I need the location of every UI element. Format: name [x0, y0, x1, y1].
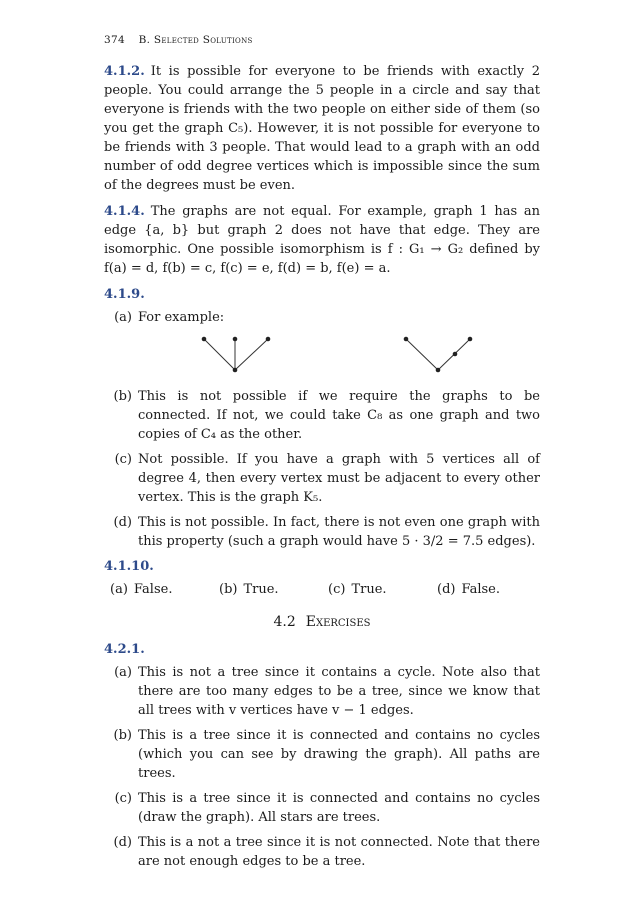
answer-cell — [431, 580, 540, 599]
section-heading — [104, 613, 540, 632]
item-text: This is a tree since it is connected and contains no cycles (which you can see by drawing the graph). All paths are trees. — [138, 728, 540, 781]
list-item — [104, 450, 540, 507]
item-label: (c) — [328, 582, 346, 597]
answer-cell — [213, 580, 322, 599]
item-text: This is not possible. In fact, there is not even one graph with this property (such a graph would have 5 · 3/2 = 7.5 edges). — [138, 515, 540, 549]
item-label: (a) — [114, 665, 132, 680]
solution-4-2-1 — [104, 663, 540, 871]
problem-number: 4.1.2. — [104, 64, 145, 79]
graph-drawings — [104, 333, 540, 377]
item-text: True. — [351, 582, 387, 597]
item-text: Not possible. If you have a graph with 5 vertices all of degree 4, then every vertex must be adjacent to every other vertex. This is the graph K₅. — [138, 452, 540, 505]
item-text: False. — [461, 582, 501, 597]
list-item — [104, 833, 540, 871]
item-label: (b) — [219, 582, 238, 597]
graph-vertex — [453, 352, 458, 357]
path-graph — [404, 337, 473, 373]
running-title: B. Selected Solutions — [138, 34, 253, 46]
item-text: This is a not a tree since it is not connected. Note that there are not enough edges to be a tree. — [138, 835, 540, 869]
page-number: 374 — [104, 34, 125, 46]
item-text: This is not a tree since it contains a cycle. Note also that there are too many edges to be a tree, since we know that all trees with v vertices have v − 1 edges. — [138, 665, 540, 718]
item-text: This is not possible if we require the graphs to be connected. If not, we could take C₈ as one graph and two copies of C₄ as the other. — [138, 389, 540, 442]
list-item — [104, 387, 540, 444]
example-graphs — [104, 333, 540, 383]
graph-vertex — [233, 368, 238, 373]
section-title: Exercises — [305, 614, 371, 630]
item-label: (c) — [114, 452, 132, 467]
item-text: For example: — [138, 310, 225, 325]
solution-text: It is possible for everyone to be friends with exactly 2 people. You could arrange the 5 people in a circle and say that everyone is friends with the two people on either side of them (so you get the graph C₅). However, it is not possible for everyone to be friends with 3 people. That would lead to a graph with an odd number of odd degree vertices which is impossible since the sum of the degrees must be even. — [104, 64, 540, 193]
solutions-content — [104, 62, 540, 877]
item-label: (a) — [110, 582, 128, 597]
solution-4-1-2 — [104, 62, 540, 195]
list-item — [104, 308, 540, 327]
section-number: 4.2 — [273, 614, 296, 630]
item-label: (b) — [113, 389, 132, 404]
item-text: This is a tree since it is connected and contains no cycles (draw the graph). All stars are trees. — [138, 791, 540, 825]
list-item — [104, 513, 540, 551]
item-text: False. — [133, 582, 173, 597]
running-header — [104, 34, 253, 46]
problem-number: 4.1.4. — [104, 204, 145, 219]
graph-vertex — [468, 337, 473, 342]
item-label: (b) — [113, 728, 132, 743]
list-item — [104, 726, 540, 783]
problem-number-4-1-9: 4.1.9. — [104, 287, 145, 302]
item-label: (c) — [114, 791, 132, 806]
graph-vertex — [404, 337, 409, 342]
problem-number-4-2-1: 4.2.1. — [104, 642, 145, 657]
answer-cell — [322, 580, 431, 599]
graph-vertex — [436, 368, 441, 373]
item-label: (a) — [114, 310, 132, 325]
answer-cell — [104, 580, 213, 599]
graph-vertex — [266, 337, 271, 342]
item-label: (d) — [437, 582, 456, 597]
list-item — [104, 663, 540, 720]
item-text: True. — [243, 582, 279, 597]
problem-number-4-1-10: 4.1.10. — [104, 559, 154, 574]
item-label: (d) — [113, 835, 132, 850]
graph-vertex — [233, 337, 238, 342]
solution-4-1-10 — [104, 580, 540, 599]
solution-4-1-9 — [104, 308, 540, 551]
solution-text: The graphs are not equal. For example, graph 1 has an edge {a, b} but graph 2 does not have that edge. They are isomorphic. One possible isomorphism is f : G₁ → G₂ defined by f(a) = d, f(b) = c, f(c) = e, f(d) = b, f(e) = a. — [104, 204, 540, 276]
star-graph — [202, 337, 271, 373]
item-label: (d) — [113, 515, 132, 530]
list-item — [104, 789, 540, 827]
solution-4-1-4 — [104, 202, 540, 278]
graph-vertex — [202, 337, 207, 342]
